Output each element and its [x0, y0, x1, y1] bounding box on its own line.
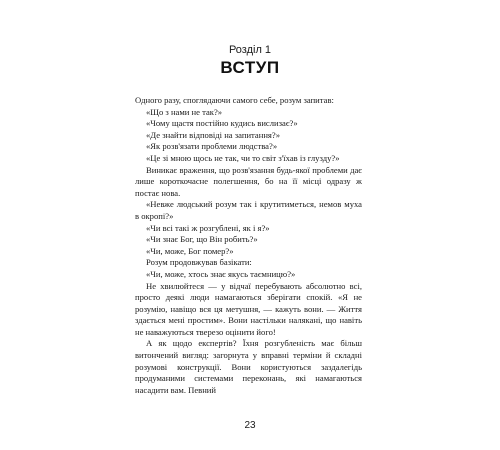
paragraph: Виникає враження, що розв'язання будь-якої проблеми дає лише короткочасне полегшення, бо на її місці одразу ж постає нова.: [135, 164, 362, 198]
chapter-label: Розділ 1: [228, 44, 272, 56]
paragraph: А як щодо експертів? Їхня розгубленість має більш витончений вигляд: загорнута у вправні терміни й складні розумові конструкції. Вони користуються заздалегідь продуманими системами переконань, які намагаються насадити вам. Певний: [135, 338, 362, 395]
body-text: [135, 95, 362, 396]
paragraph: «Де знайти відповіді на запитання?»: [146, 129, 280, 140]
chapter-title: ВСТУП: [220, 58, 280, 77]
paragraph: Одного разу, споглядаючи самого себе, розум запитав:: [135, 95, 334, 105]
paragraph: «Чи, може, Бог помер?»: [146, 245, 234, 256]
paragraph: «Чи всі такі ж розгублені, як і я?»: [146, 222, 270, 233]
paragraph: «Чи знає Бог, що Він робить?»: [146, 234, 258, 245]
paragraph: Розум продовжував базікати:: [146, 257, 252, 268]
paragraph: «Чи, може, хтось знає якусь таємницю?»: [146, 268, 296, 279]
paragraph: «Що з нами не так?»: [146, 106, 223, 117]
paragraph: «Це зі мною щось не так, чи то світ з'їхав із глузду?»: [146, 152, 340, 163]
paragraph: «Невже людський розум так і крутитиметься, немов муха в окропі?»: [135, 199, 362, 221]
paragraph: «Чому щастя постійно кудись вислизає?»: [146, 118, 298, 129]
paragraph: «Як розв'язати проблеми людства?»: [146, 141, 278, 152]
page-number: 23: [244, 420, 256, 431]
paragraph: Не хвилюйтеся — у відчаї перебувають абсолютно всі, просто деякі люди намагаються зберігати спокій. «Я не розумію, навіщо вся ця метушня, — кажуть вони. — Життя здається мені простим». Вони настільки наляканi, що навіть не наважуються тверезо оцінити його!: [135, 280, 362, 337]
